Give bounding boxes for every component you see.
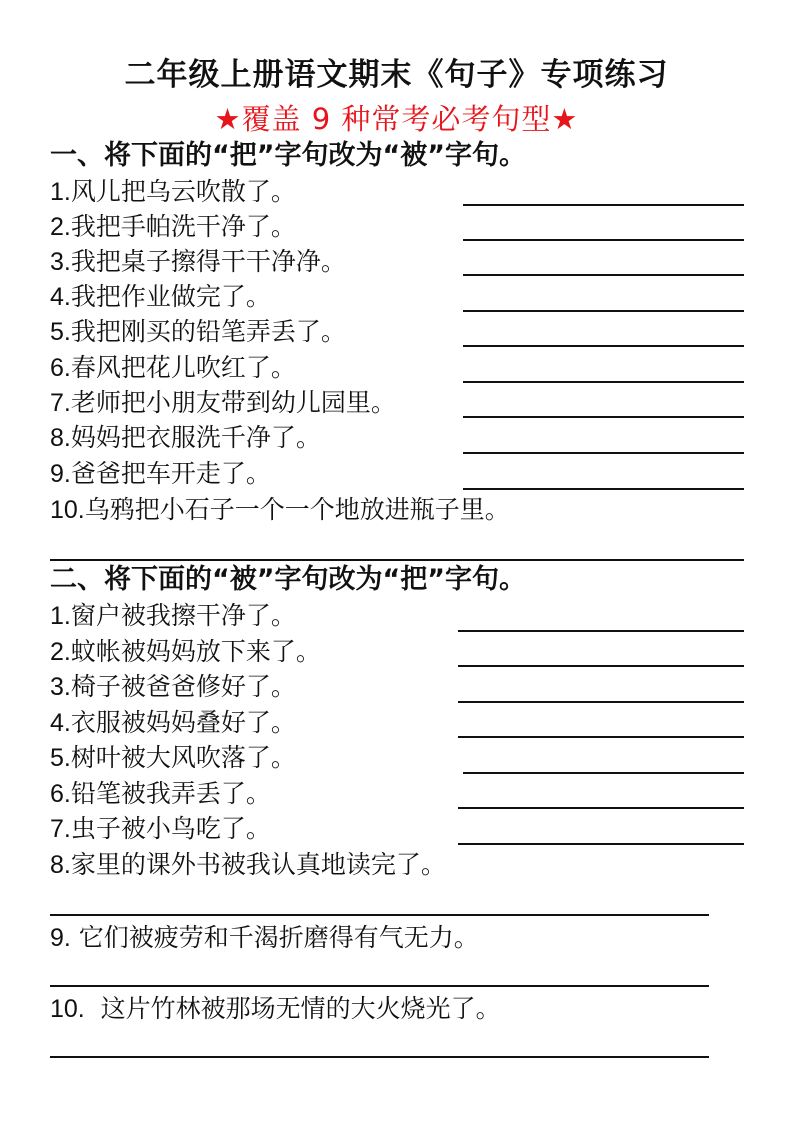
section2-item-7: 7.虫子被小鸟吃了。 <box>50 814 271 843</box>
section2-item-5: 5.树叶被大风吹落了。 <box>50 743 296 772</box>
section2-answer-line-2[interactable] <box>458 665 744 667</box>
section2-heading: 二、将下面的“被”字句改为“把”字句。 <box>50 564 526 595</box>
section2-item-9: 9. 它们被疲劳和千渴折磨得有气无力。 <box>50 923 479 952</box>
section2-answer-line-5[interactable] <box>463 772 744 774</box>
section2-answer-line-8[interactable] <box>50 914 709 916</box>
section1-answer-line-10[interactable] <box>50 559 744 561</box>
section2-answer-line-9[interactable] <box>50 985 709 987</box>
section2-item-2: 2.蚊帐被妈妈放下来了。 <box>50 637 321 666</box>
section1-item-2: 2.我把手帕洗干净了。 <box>50 212 296 241</box>
section1-heading: 一、将下面的“把”字句改为“被”字句。 <box>50 140 526 171</box>
section2-item-8: 8.家里的课外书被我认真地读完了。 <box>50 850 446 879</box>
section1-answer-line-6[interactable] <box>463 381 744 383</box>
section2-answer-line-4[interactable] <box>458 736 744 738</box>
section1-item-10: 10.乌鸦把小石子一个一个地放进瓶子里。 <box>50 495 510 524</box>
section1-answer-line-1[interactable] <box>463 204 744 206</box>
section2-item-10: 10. 这片竹林被那场无情的大火烧光了。 <box>50 994 501 1023</box>
section2-item-6: 6.铅笔被我弄丢了。 <box>50 779 271 808</box>
section2-answer-line-10[interactable] <box>50 1056 709 1058</box>
section1-answer-line-9[interactable] <box>463 488 744 490</box>
section1-item-8: 8.妈妈把衣服洗千净了。 <box>50 423 321 452</box>
section1-item-3: 3.我把桌子擦得干干净净。 <box>50 247 346 276</box>
section2-answer-line-3[interactable] <box>458 701 744 703</box>
section1-item-5: 5.我把刚买的铅笔弄丢了。 <box>50 317 346 346</box>
section1-item-6: 6.春风把花儿吹红了。 <box>50 353 296 382</box>
section2-answer-line-1[interactable] <box>458 630 744 632</box>
section2-item-1: 1.窗户被我擦干净了。 <box>50 601 296 630</box>
section2-answer-line-7[interactable] <box>458 843 744 845</box>
section1-item-4: 4.我把作业做完了。 <box>50 282 271 311</box>
section2-item-4: 4.衣服被妈妈叠好了。 <box>50 708 296 737</box>
section1-item-1: 1.风儿把乌云吹散了。 <box>50 177 296 206</box>
section1-answer-line-5[interactable] <box>463 345 744 347</box>
section1-item-9: 9.爸爸把车开走了。 <box>50 459 271 488</box>
section1-answer-line-3[interactable] <box>463 274 744 276</box>
section1-item-7: 7.老师把小朋友带到幼儿园里。 <box>50 388 396 417</box>
worksheet-title: 二年级上册语文期末《句子》专项练习 <box>124 57 669 93</box>
worksheet-subtitle: ★覆盖 9 种常考必考句型★ <box>214 102 579 136</box>
section1-answer-line-2[interactable] <box>463 239 744 241</box>
section1-answer-line-8[interactable] <box>463 452 744 454</box>
section2-answer-line-6[interactable] <box>458 807 744 809</box>
section1-answer-line-7[interactable] <box>463 416 744 418</box>
section1-answer-line-4[interactable] <box>463 310 744 312</box>
section2-item-3: 3.椅子被爸爸修好了。 <box>50 672 296 701</box>
